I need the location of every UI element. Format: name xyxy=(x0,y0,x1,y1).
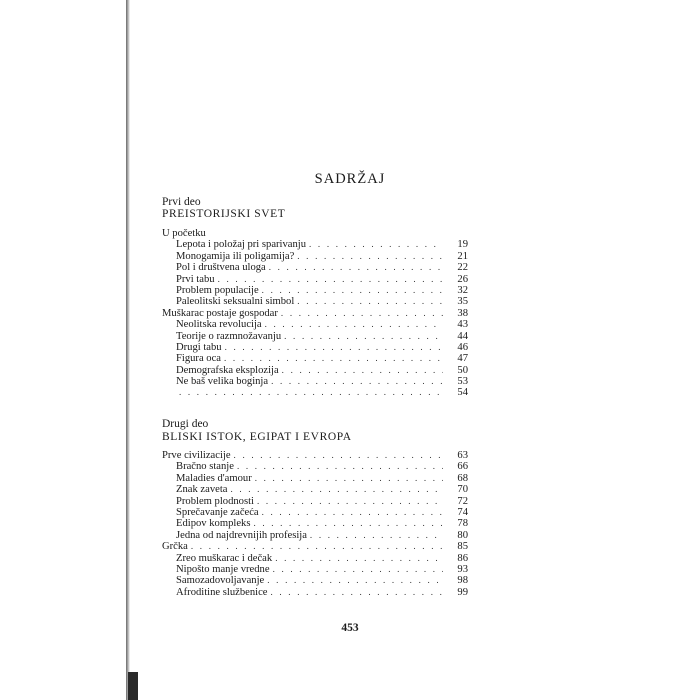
toc-entry-title: Nipošto manje vredne xyxy=(176,563,270,575)
toc-entry xyxy=(162,285,468,296)
toc-entry xyxy=(162,365,468,376)
toc-entry xyxy=(162,484,468,495)
dot-leader xyxy=(267,575,443,586)
toc-entry xyxy=(162,296,468,307)
dot-leader xyxy=(237,461,443,472)
dot-leader xyxy=(262,285,443,296)
toc-entry xyxy=(162,541,468,552)
toc-entry-title: Problem plodnosti xyxy=(176,495,254,507)
dot-leader xyxy=(281,308,443,319)
dot-leader xyxy=(234,450,443,461)
toc-entry-title: Neolitska revolucija xyxy=(176,319,262,331)
toc-entry xyxy=(162,274,468,285)
toc-entry-page: 35 xyxy=(457,296,468,308)
toc-entry-page: 85 xyxy=(457,541,468,553)
toc-entry xyxy=(162,564,468,575)
toc-entry-page: 63 xyxy=(457,450,468,461)
dot-leader xyxy=(271,587,444,598)
toc-entry-title: Grčka xyxy=(162,541,188,553)
toc-entry-title: Sprečavanje začeća xyxy=(176,506,259,518)
toc-entry-page: 53 xyxy=(457,376,468,388)
toc-entry-title: Jedna od najdrevnijih profesija xyxy=(176,529,307,541)
toc-entry-title: Problem populacije xyxy=(176,284,259,296)
toc-entry xyxy=(162,387,468,398)
toc-entry-page: 46 xyxy=(457,341,468,353)
part-1-title: PREISTORIJSKI SVET xyxy=(162,208,286,220)
toc-entry-page: 66 xyxy=(457,461,468,473)
page-edge-shadow xyxy=(126,0,130,700)
toc-entry-title: Drugi tabu xyxy=(176,341,222,353)
dot-leader xyxy=(297,296,443,307)
toc-entry-title: Afroditine službenice xyxy=(176,586,268,598)
toc-entry-title: Ne baš velika boginja xyxy=(176,376,269,388)
dot-leader xyxy=(309,239,443,250)
part-1-toc xyxy=(162,228,468,399)
toc-entry-title: Samozadovoljavanje xyxy=(176,575,265,587)
dot-leader xyxy=(218,274,443,285)
page-number: 453 xyxy=(341,622,359,634)
toc-entry-title: Bračno stanje xyxy=(176,461,234,473)
toc-entry-page: 86 xyxy=(457,552,468,564)
toc-entry-page: 50 xyxy=(457,364,468,376)
toc-entry xyxy=(162,353,468,364)
toc-entry-page: 26 xyxy=(457,273,468,285)
toc-entry-title: U početku xyxy=(162,228,206,239)
toc-entry-title: Figura oca xyxy=(176,353,222,365)
toc-entry-page: 19 xyxy=(457,239,468,251)
toc-entry xyxy=(162,342,468,353)
toc-entry-page: 78 xyxy=(457,518,468,530)
toc-entry-page: 21 xyxy=(457,250,468,262)
toc-entry xyxy=(162,461,468,472)
toc-entry-title: Edipov kompleks xyxy=(176,518,251,530)
page-title: SADRŽAJ xyxy=(314,171,386,187)
dot-leader xyxy=(271,376,443,387)
dot-leader xyxy=(255,473,443,484)
toc-entry xyxy=(162,239,468,250)
dot-leader xyxy=(179,387,443,398)
toc-entry xyxy=(162,331,468,342)
toc-entry-title: Teorije o razmnožavanju xyxy=(176,330,282,342)
toc-entry-page: 93 xyxy=(457,563,468,575)
toc-entry-page: 43 xyxy=(457,319,468,331)
toc-entry-page: 32 xyxy=(457,284,468,296)
toc-entry-title: Prvi tabu xyxy=(176,273,215,285)
toc-entry xyxy=(162,262,468,273)
toc-entry-page: 98 xyxy=(457,575,468,587)
dot-leader xyxy=(257,496,443,507)
toc-entry xyxy=(162,450,468,461)
toc-entry xyxy=(162,587,468,598)
part-2-label: Drugi deo xyxy=(162,418,209,430)
toc-entry xyxy=(162,553,468,564)
toc-entry xyxy=(162,518,468,529)
toc-entry-title: Demografska eksplozija xyxy=(176,364,279,376)
toc-entry xyxy=(162,496,468,507)
toc-entry-title: Pol i društvena uloga xyxy=(176,262,266,274)
toc-entry-title: Prve civilizacije xyxy=(162,450,231,461)
toc-entry xyxy=(162,319,468,330)
toc-entry-page: 74 xyxy=(457,506,468,518)
dot-leader xyxy=(275,553,443,564)
toc-entry xyxy=(162,507,468,518)
dot-leader xyxy=(269,262,443,273)
toc-entry-title: Monogamija ili poligamija? xyxy=(176,250,295,262)
toc-entry-page: 22 xyxy=(457,262,468,274)
toc-entry xyxy=(162,376,468,387)
toc-entry xyxy=(162,251,468,262)
dot-leader xyxy=(224,353,443,364)
toc-entry-title: Maladies d'amour xyxy=(176,472,252,484)
dot-leader xyxy=(191,541,443,552)
toc-entry-page: 38 xyxy=(457,307,468,319)
toc-entry-page: 80 xyxy=(457,529,468,541)
toc-entry-page: 99 xyxy=(457,586,468,598)
toc-entry xyxy=(162,308,468,319)
dot-leader xyxy=(230,484,443,495)
dot-leader xyxy=(225,342,443,353)
part-1-label: Prvi deo xyxy=(162,196,201,208)
dot-leader xyxy=(265,319,443,330)
dot-leader xyxy=(262,507,443,518)
toc-entry-page: 68 xyxy=(457,472,468,484)
dot-leader xyxy=(310,530,443,541)
page-edge-dark-corner xyxy=(128,672,138,700)
dot-leader xyxy=(284,331,443,342)
toc-entry xyxy=(162,575,468,586)
part-2-toc xyxy=(162,450,468,598)
toc-entry-page: 47 xyxy=(457,353,468,365)
toc-entry-title: Zreo muškarac i dečak xyxy=(176,552,273,564)
toc-entry xyxy=(162,228,468,239)
toc-entry-page: 44 xyxy=(457,330,468,342)
toc-entry xyxy=(162,473,468,484)
dot-leader xyxy=(253,518,443,529)
toc-entry-title: Paleolitski seksualni simbol xyxy=(176,296,295,308)
dot-leader xyxy=(297,251,443,262)
toc-entry-title: Muškarac postaje gospodar xyxy=(162,307,278,319)
toc-entry xyxy=(162,530,468,541)
toc-entry-title: Lepota i položaj pri sparivanju xyxy=(176,239,307,251)
dot-leader xyxy=(282,365,443,376)
part-2-title: BLISKI ISTOK, EGIPAT I EVROPA xyxy=(162,431,352,443)
toc-entry-page: 54 xyxy=(457,387,468,399)
toc-entry-title: Znak zaveta xyxy=(176,484,228,496)
dot-leader xyxy=(273,564,443,575)
toc-entry-page: 72 xyxy=(457,495,468,507)
toc-entry-page: 70 xyxy=(457,484,468,496)
